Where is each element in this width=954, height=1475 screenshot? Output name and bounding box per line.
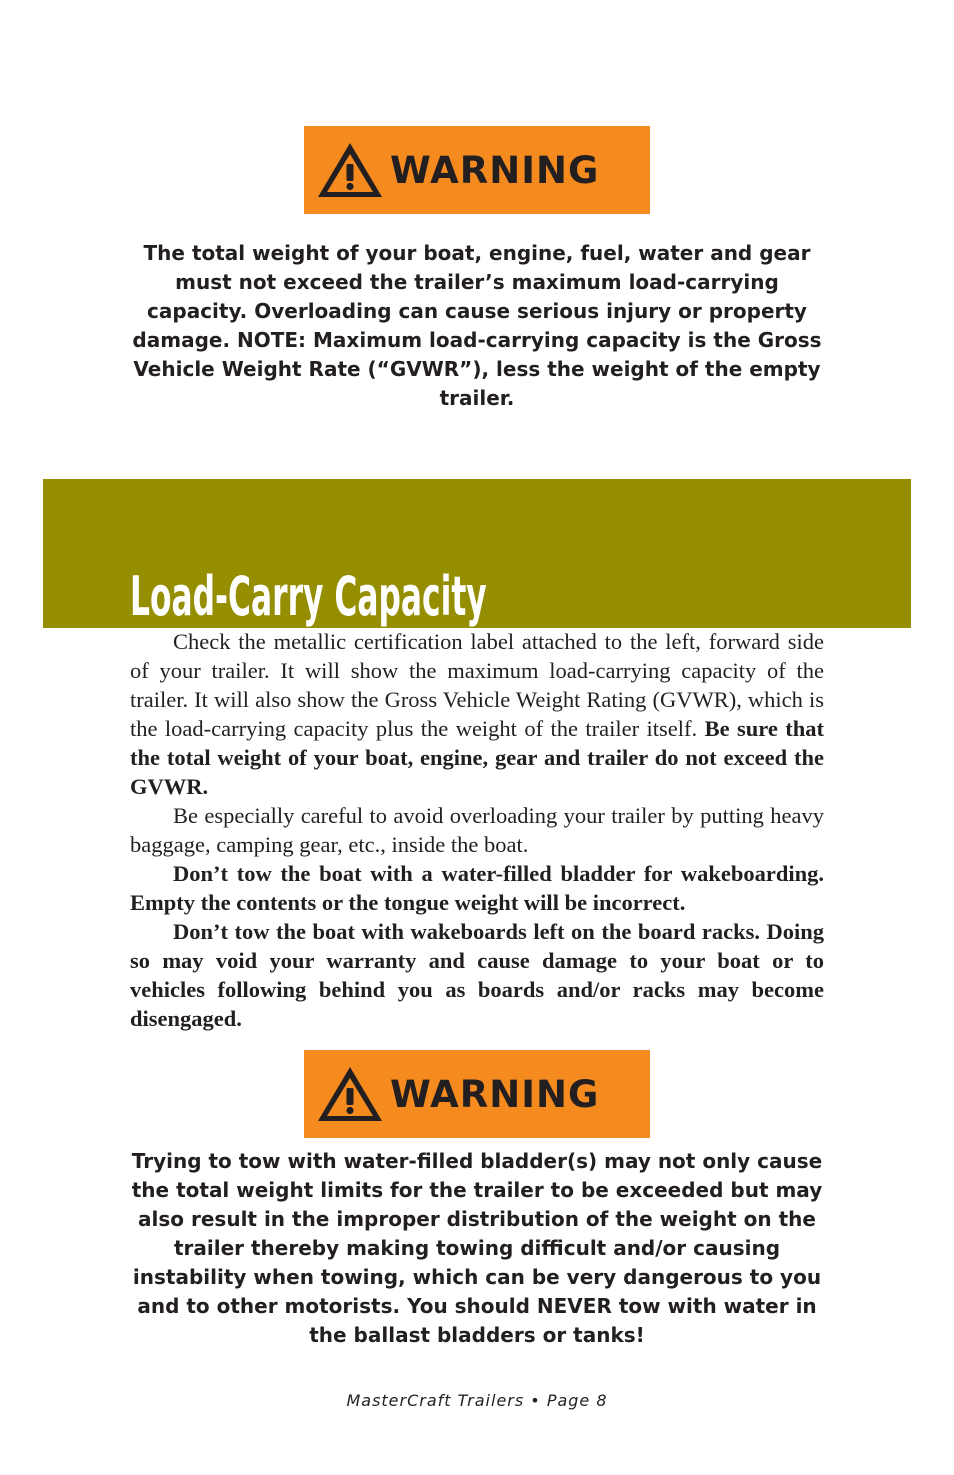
- section-banner: [43, 479, 911, 628]
- page-footer: MasterCraft Trailers • Page 8: [346, 1391, 608, 1410]
- warning-label: WARNING: [390, 1072, 600, 1116]
- paragraph-bold-text: Don’t tow the boat with wakeboards left on the board racks. Doing so may void your warranty and cause damage to your boat or to vehicles following behind you as boards and/or racks may become disengaged.: [130, 919, 824, 1031]
- section-title: Load-Carry Capacity: [130, 565, 487, 628]
- warning-badge: [304, 126, 650, 214]
- paragraph-bold-text: Be sure that the total weight of your boat, engine, gear and trailer do not exceed the GVWR.: [130, 716, 824, 799]
- section-body: [130, 627, 824, 1033]
- body-paragraph: [130, 627, 824, 801]
- body-paragraph: [130, 917, 824, 1033]
- warning-badge: [304, 1050, 650, 1138]
- warning-label: WARNING: [390, 148, 600, 192]
- warning-message: The total weight of your boat, engine, fuel, water and gear must not exceed the trailer’s maximum load-carrying capacity. Overloading can cause serious injury or property damage. NOTE: Maximum load-carrying capacity is the Gross Vehicle Weight Rate (“GVWR”), less the weight of the empty trailer.: [132, 241, 822, 410]
- warning-triangle-icon: [316, 140, 384, 200]
- paragraph-bold-text: Don’t tow the boat with a water-filled bladder for wakeboarding. Empty the contents or the tongue weight will be incorrect.: [130, 861, 824, 915]
- paragraph-text: Check the metallic certification label attached to the left, forward side of your trailer. It will show the maximum load-carrying capacity of the trailer. It will also show the Gross Vehicle Weight Rating (GVWR), which is the load-carrying capacity plus the weight of the trailer itself.: [130, 629, 824, 741]
- body-paragraph: [130, 801, 824, 859]
- paragraph-text: Be especially careful to avoid overloading your trailer by putting heavy baggage, camping gear, etc., inside the boat.: [130, 803, 824, 857]
- body-paragraph: [130, 859, 824, 917]
- warning-message: Trying to tow with water-filled bladder(s) may not only cause the total weight limits for the trailer to be exceeded but may also result in the improper distribution of the weight on the trailer thereby making towing difficult and/or causing instability when towing, which can be very dangerous to you and to other motorists. You should NEVER tow with water in the ballast bladders or tanks!: [131, 1149, 823, 1347]
- warning-triangle-icon: [316, 1064, 384, 1124]
